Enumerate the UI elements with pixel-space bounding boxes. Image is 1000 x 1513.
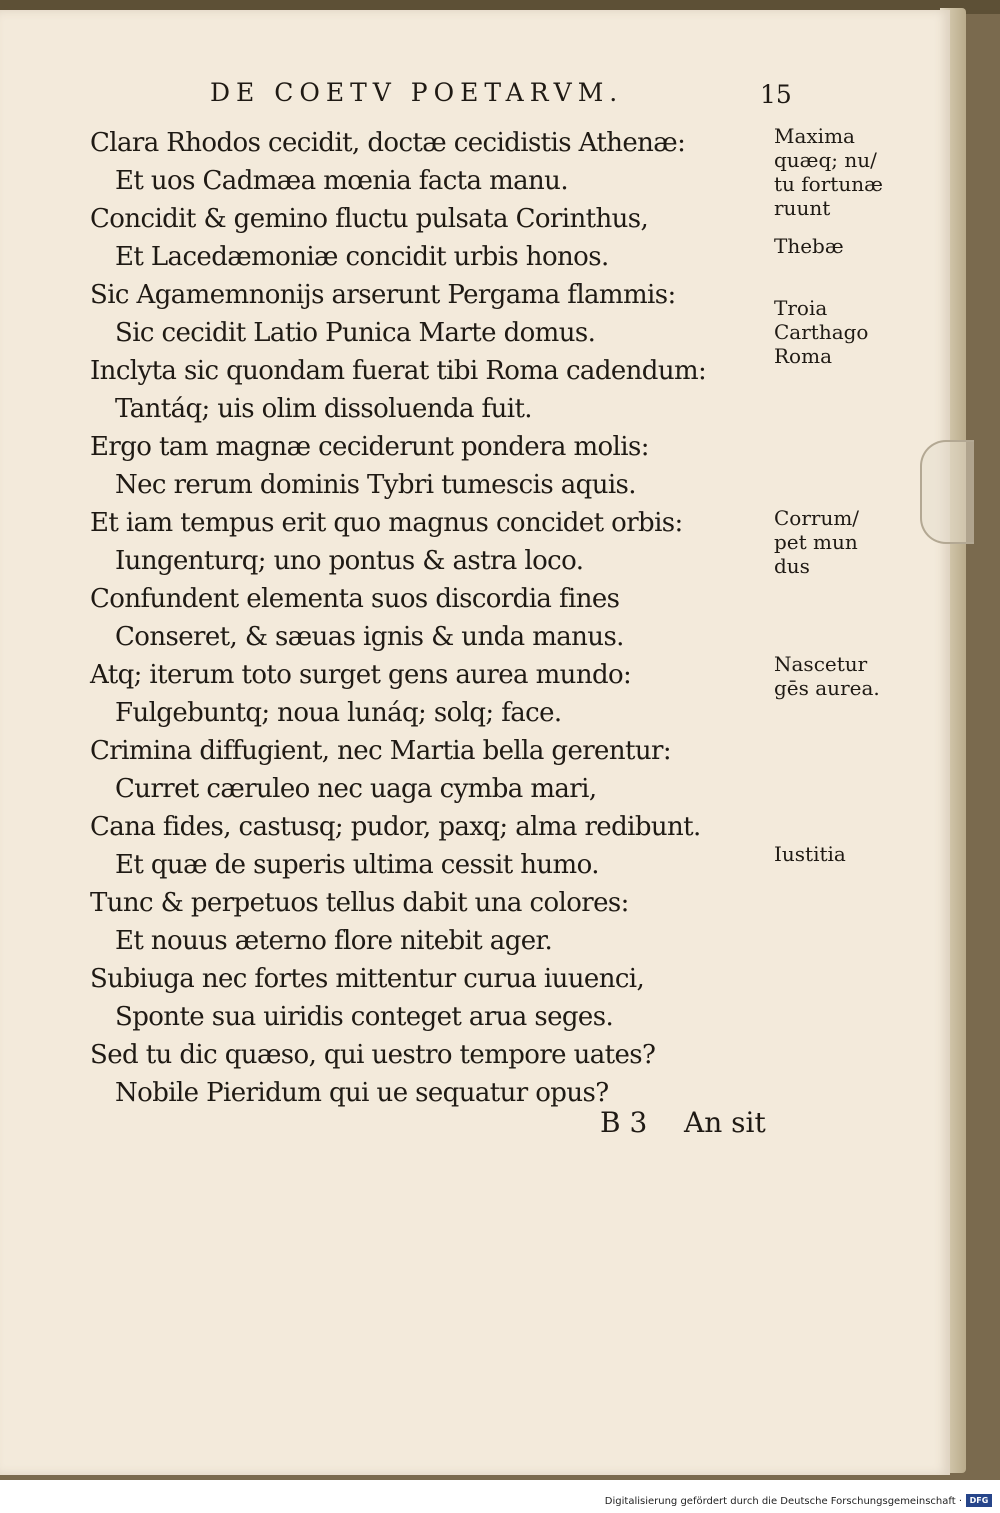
verse-line: Tantáq; uis olim dissoluenda fuit. xyxy=(115,394,532,424)
margin-note: Corrum/ pet mun dus xyxy=(774,506,860,578)
funding-credit: Digitalisierung gefördert durch die Deutsche Forschungsgemeinschaft · xyxy=(604,1496,962,1507)
margin-note: Iustitia xyxy=(774,842,846,866)
verse-line: Crimina diffugient, nec Martia bella gerentur: xyxy=(90,736,671,766)
verse-line: Nec rerum dominis Tybri tumescis aquis. xyxy=(115,470,636,500)
verse-line: Concidit & gemino fluctu pulsata Corinthus, xyxy=(90,204,649,234)
margin-note: Maxima quæq; nu/ tu fortunæ ruunt xyxy=(774,124,883,220)
verse-line: Curret cæruleo nec uaga cymba mari, xyxy=(115,774,597,804)
verse-line: Sic cecidit Latio Punica Marte domus. xyxy=(115,318,596,348)
verse-line: Tunc & perpetuos tellus dabit una colores: xyxy=(90,888,629,918)
running-title: DE COETV POETARVM. xyxy=(210,78,624,107)
verse-line: Sponte sua uiridis conteget arua seges. xyxy=(115,1002,614,1032)
verse-line: Subiuga nec fortes mittentur curua iuuenci, xyxy=(90,964,645,994)
catchword: An sit xyxy=(684,1106,766,1139)
verse-line: Et nouus æterno flore nitebit ager. xyxy=(115,926,553,956)
verse-line: Atq; iterum toto surget gens aurea mundo: xyxy=(90,660,632,690)
verse-line: Fulgebuntq; noua lunáq; solq; face. xyxy=(115,698,562,728)
verse-line: Et uos Cadmæa mœnia facta manu. xyxy=(115,166,568,196)
page-number: 15 xyxy=(760,80,792,109)
verse-line: Nobile Pieridum qui ue sequatur opus? xyxy=(115,1078,609,1108)
margin-note: Nascetur gēs aurea. xyxy=(774,652,880,700)
verse-line: Clara Rhodos cecidit, doctæ cecidistis Athenæ: xyxy=(90,128,686,158)
verse-line: Iungenturq; uno pontus & astra loco. xyxy=(115,546,584,576)
verse-line: Et quæ de superis ultima cessit humo. xyxy=(115,850,599,880)
margin-note: Thebæ xyxy=(774,234,844,258)
verse-line: Sed tu dic quæso, qui uestro tempore uates? xyxy=(90,1040,656,1070)
verse-line: Et Lacedæmoniæ concidit urbis honos. xyxy=(115,242,609,272)
dfg-logo: DFG xyxy=(966,1494,992,1507)
signature-mark: B 3 xyxy=(600,1106,648,1139)
verse-line: Inclyta sic quondam fuerat tibi Roma cadendum: xyxy=(90,356,707,386)
verse-line: Sic Agamemnonijs arserunt Pergama flammis: xyxy=(90,280,676,310)
margin-note: Troia Carthago Roma xyxy=(774,296,869,368)
verse-line: Cana fides, castusq; pudor, paxq; alma redibunt. xyxy=(90,812,701,842)
verse-line: Conseret, & sæuas ignis & unda manus. xyxy=(115,622,624,652)
verse-line: Et iam tempus erit quo magnus concidet orbis: xyxy=(90,508,683,538)
verse-line: Confundent elementa suos discordia fines xyxy=(90,584,620,614)
verse-line: Ergo tam magnæ ceciderunt pondera molis: xyxy=(90,432,649,462)
